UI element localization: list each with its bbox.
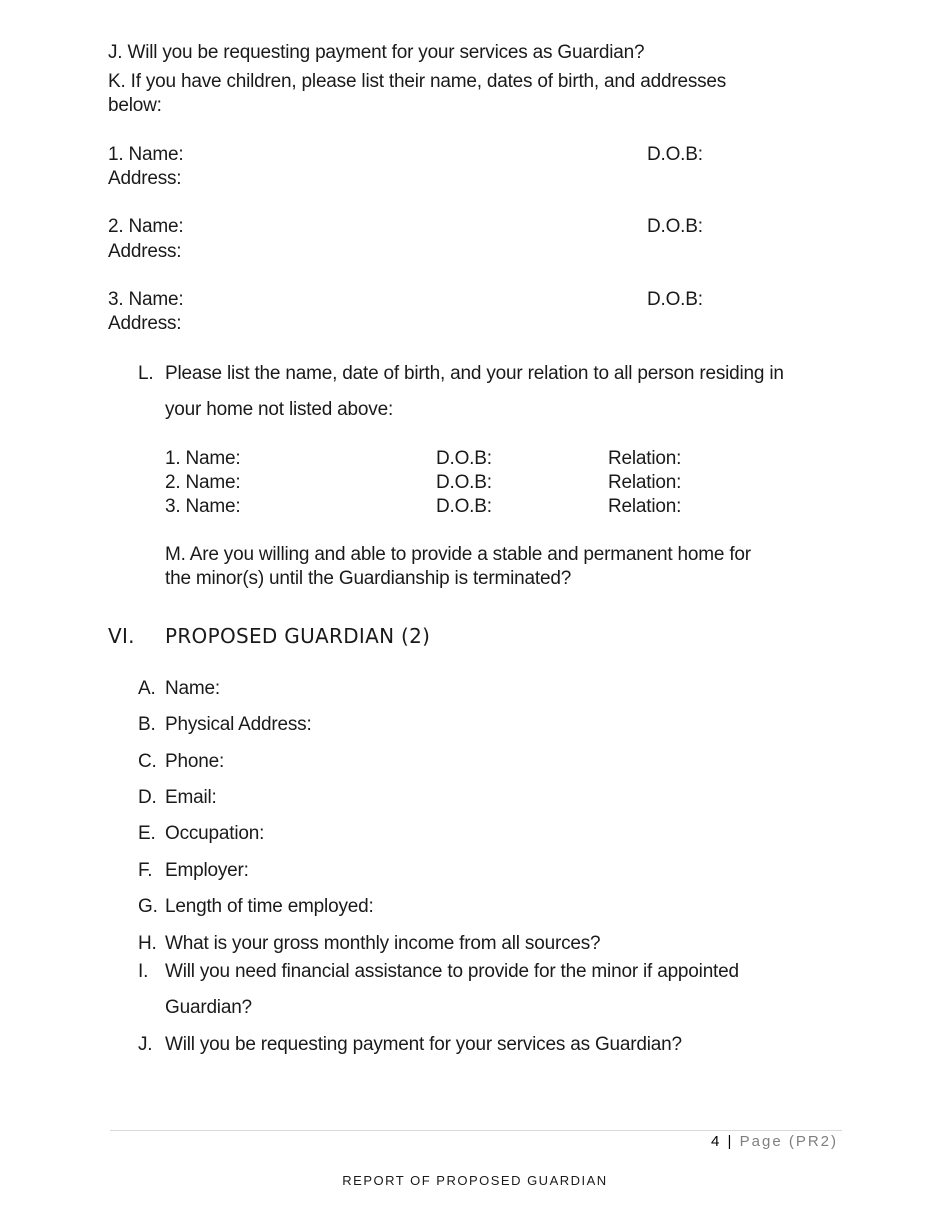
footer-title: REPORT OF PROPOSED GUARDIAN bbox=[342, 1173, 608, 1188]
child-1-name: 1. Name: bbox=[108, 144, 184, 165]
child-3-dob: D.O.B: bbox=[647, 289, 703, 310]
section-vi-title: PROPOSED GUARDIAN (2) bbox=[165, 624, 431, 648]
question-k-line1: K. If you have children, please list their name, dates of birth, and addresses bbox=[108, 71, 727, 92]
item-h-text: What is your gross monthly income from all sources? bbox=[165, 933, 601, 954]
item-e-letter: E. bbox=[138, 823, 156, 844]
question-l-letter: L. bbox=[138, 363, 154, 384]
child-1-dob: D.O.B: bbox=[647, 144, 703, 165]
footer-separator: | bbox=[727, 1133, 734, 1150]
resident-2-dob: D.O.B: bbox=[436, 472, 492, 493]
item-f-text: Employer: bbox=[165, 860, 249, 881]
resident-3-dob: D.O.B: bbox=[436, 496, 492, 517]
resident-3-name: 3. Name: bbox=[165, 496, 241, 517]
question-l-line2: your home not listed above: bbox=[165, 399, 394, 420]
item-b-text: Physical Address: bbox=[165, 714, 312, 735]
child-2-name: 2. Name: bbox=[108, 216, 184, 237]
resident-1-dob: D.O.B: bbox=[436, 448, 492, 469]
footer-page-label: Page (PR2) bbox=[739, 1133, 838, 1150]
footer-page-indicator bbox=[711, 1133, 838, 1150]
question-m-line2: the minor(s) until the Guardianship is terminated? bbox=[165, 568, 572, 589]
section-vi-number: VI. bbox=[108, 624, 135, 648]
item-g-text: Length of time employed: bbox=[165, 896, 374, 917]
item-j-letter: J. bbox=[138, 1034, 153, 1055]
child-2-address: Address: bbox=[108, 241, 182, 262]
resident-3-relation: Relation: bbox=[608, 496, 682, 517]
child-2-dob: D.O.B: bbox=[647, 216, 703, 237]
item-f-letter: F. bbox=[138, 860, 153, 881]
item-i-line1: Will you need financial assistance to provide for the minor if appointed bbox=[165, 961, 739, 982]
question-m-line1: M. Are you willing and able to provide a stable and permanent home for bbox=[165, 544, 751, 565]
child-3-address: Address: bbox=[108, 313, 182, 334]
question-j: J. Will you be requesting payment for your services as Guardian? bbox=[108, 42, 645, 63]
item-i-letter: I. bbox=[138, 961, 149, 982]
child-3-name: 3. Name: bbox=[108, 289, 184, 310]
item-a-letter: A. bbox=[138, 678, 156, 699]
item-h-letter: H. bbox=[138, 933, 157, 954]
footer-page-number: 4 bbox=[711, 1133, 722, 1150]
resident-2-relation: Relation: bbox=[608, 472, 682, 493]
resident-1-name: 1. Name: bbox=[165, 448, 241, 469]
item-d-text: Email: bbox=[165, 787, 217, 808]
item-c-text: Phone: bbox=[165, 751, 225, 772]
resident-1-relation: Relation: bbox=[608, 448, 682, 469]
item-b-letter: B. bbox=[138, 714, 156, 735]
resident-2-name: 2. Name: bbox=[165, 472, 241, 493]
item-a-text: Name: bbox=[165, 678, 220, 699]
item-c-letter: C. bbox=[138, 751, 157, 772]
item-d-letter: D. bbox=[138, 787, 157, 808]
item-i-line2: Guardian? bbox=[165, 997, 252, 1018]
footer-divider bbox=[110, 1130, 842, 1131]
item-g-letter: G. bbox=[138, 896, 158, 917]
child-1-address: Address: bbox=[108, 168, 182, 189]
question-k-line2: below: bbox=[108, 95, 162, 116]
item-e-text: Occupation: bbox=[165, 823, 265, 844]
question-l-line1: Please list the name, date of birth, and your relation to all person residing in bbox=[165, 363, 784, 384]
item-j-text: Will you be requesting payment for your services as Guardian? bbox=[165, 1034, 682, 1055]
